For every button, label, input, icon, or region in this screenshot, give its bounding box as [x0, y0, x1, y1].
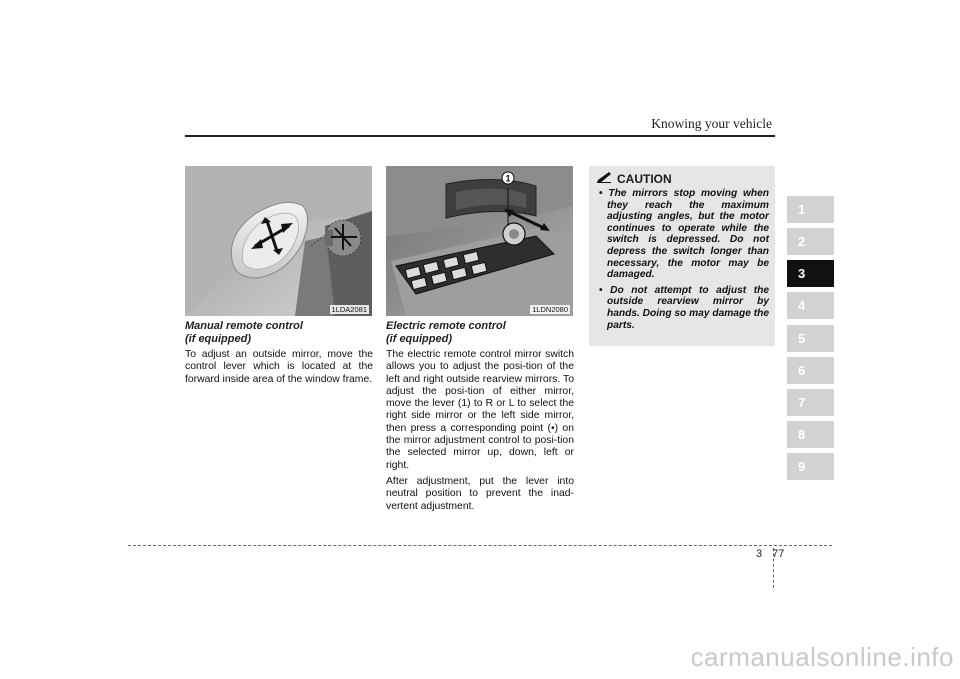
- subhead-line: Manual remote control: [185, 320, 303, 332]
- subsection-heading: [386, 320, 574, 345]
- electric-remote-control-section: [386, 166, 574, 513]
- body-paragraph: The electric remote control mirror switch allows you to adjust the posi-tion of the left and right outside rearview mirrors. To adjust the posi-tion of either mirror, move the lever (1) to R or L to select the right side mirror or the left side mirror, then press a corresponding point (•) on the mirror adjustment control to posi-tion the selected mirror up, down, left or right.: [386, 349, 574, 471]
- chapter-tab-9[interactable]: 9: [787, 453, 834, 480]
- caution-item: • Do not attempt to adjust the outside rearview mirror by hands. Doing so may damage the parts.: [597, 285, 769, 331]
- subsection-heading: [185, 320, 373, 345]
- figure-code: 1LDN2080: [532, 305, 568, 314]
- watermark: carmanualsonline.info: [690, 642, 954, 672]
- page-number-value: 77: [772, 548, 785, 560]
- figure-code: 1LDA2081: [331, 305, 367, 314]
- switch-panel-illustration: [386, 166, 573, 316]
- caution-heading: [597, 172, 672, 186]
- chapter-tab-5[interactable]: 5: [787, 325, 834, 352]
- caution-box: [589, 166, 775, 346]
- chapter-tab-3[interactable]: 3: [787, 260, 834, 287]
- chapter-tab-8[interactable]: 8: [787, 421, 834, 448]
- manual-remote-control-section: [185, 166, 373, 386]
- chapter-tab-6[interactable]: 6: [787, 357, 834, 384]
- subhead-qualifier: (if equipped): [185, 332, 251, 345]
- footer-rule: [128, 545, 832, 546]
- caution-list: [597, 188, 769, 335]
- body-paragraph: After adjustment, put the lever into neutral position to prevent the inad-vertent adjustment.: [386, 475, 574, 512]
- chapter-tab-2[interactable]: 2: [787, 228, 834, 255]
- chapter-tab-7[interactable]: 7: [787, 389, 834, 416]
- section-number: 3: [756, 548, 763, 560]
- chapter-tab-1[interactable]: 1: [787, 196, 834, 223]
- electric-mirror-figure: [386, 166, 573, 316]
- manual-mirror-figure: [185, 166, 372, 316]
- manual-mirror-illustration: [185, 166, 372, 316]
- body-paragraph: To adjust an outside mirror, move the control lever which is located at the forward inside area of the window frame.: [185, 349, 373, 385]
- subhead-qualifier: (if equipped): [386, 332, 452, 345]
- pencil-icon: [597, 172, 611, 186]
- caution-item: • The mirrors stop moving when they reach the maximum adjusting angles, but the motor continues to operate while the switch is depressed. Do not depress the switch longer than necessary, the motor may be damaged.: [597, 188, 769, 281]
- chapter-tab-4[interactable]: 4: [787, 292, 834, 319]
- callout-label: 1: [505, 173, 511, 184]
- section-header-title: Knowing your vehicle: [651, 116, 772, 131]
- subhead-line: Electric remote control: [386, 320, 506, 332]
- caution-title: CAUTION: [617, 172, 672, 186]
- header-rule: [185, 135, 775, 137]
- page-number: [756, 548, 784, 560]
